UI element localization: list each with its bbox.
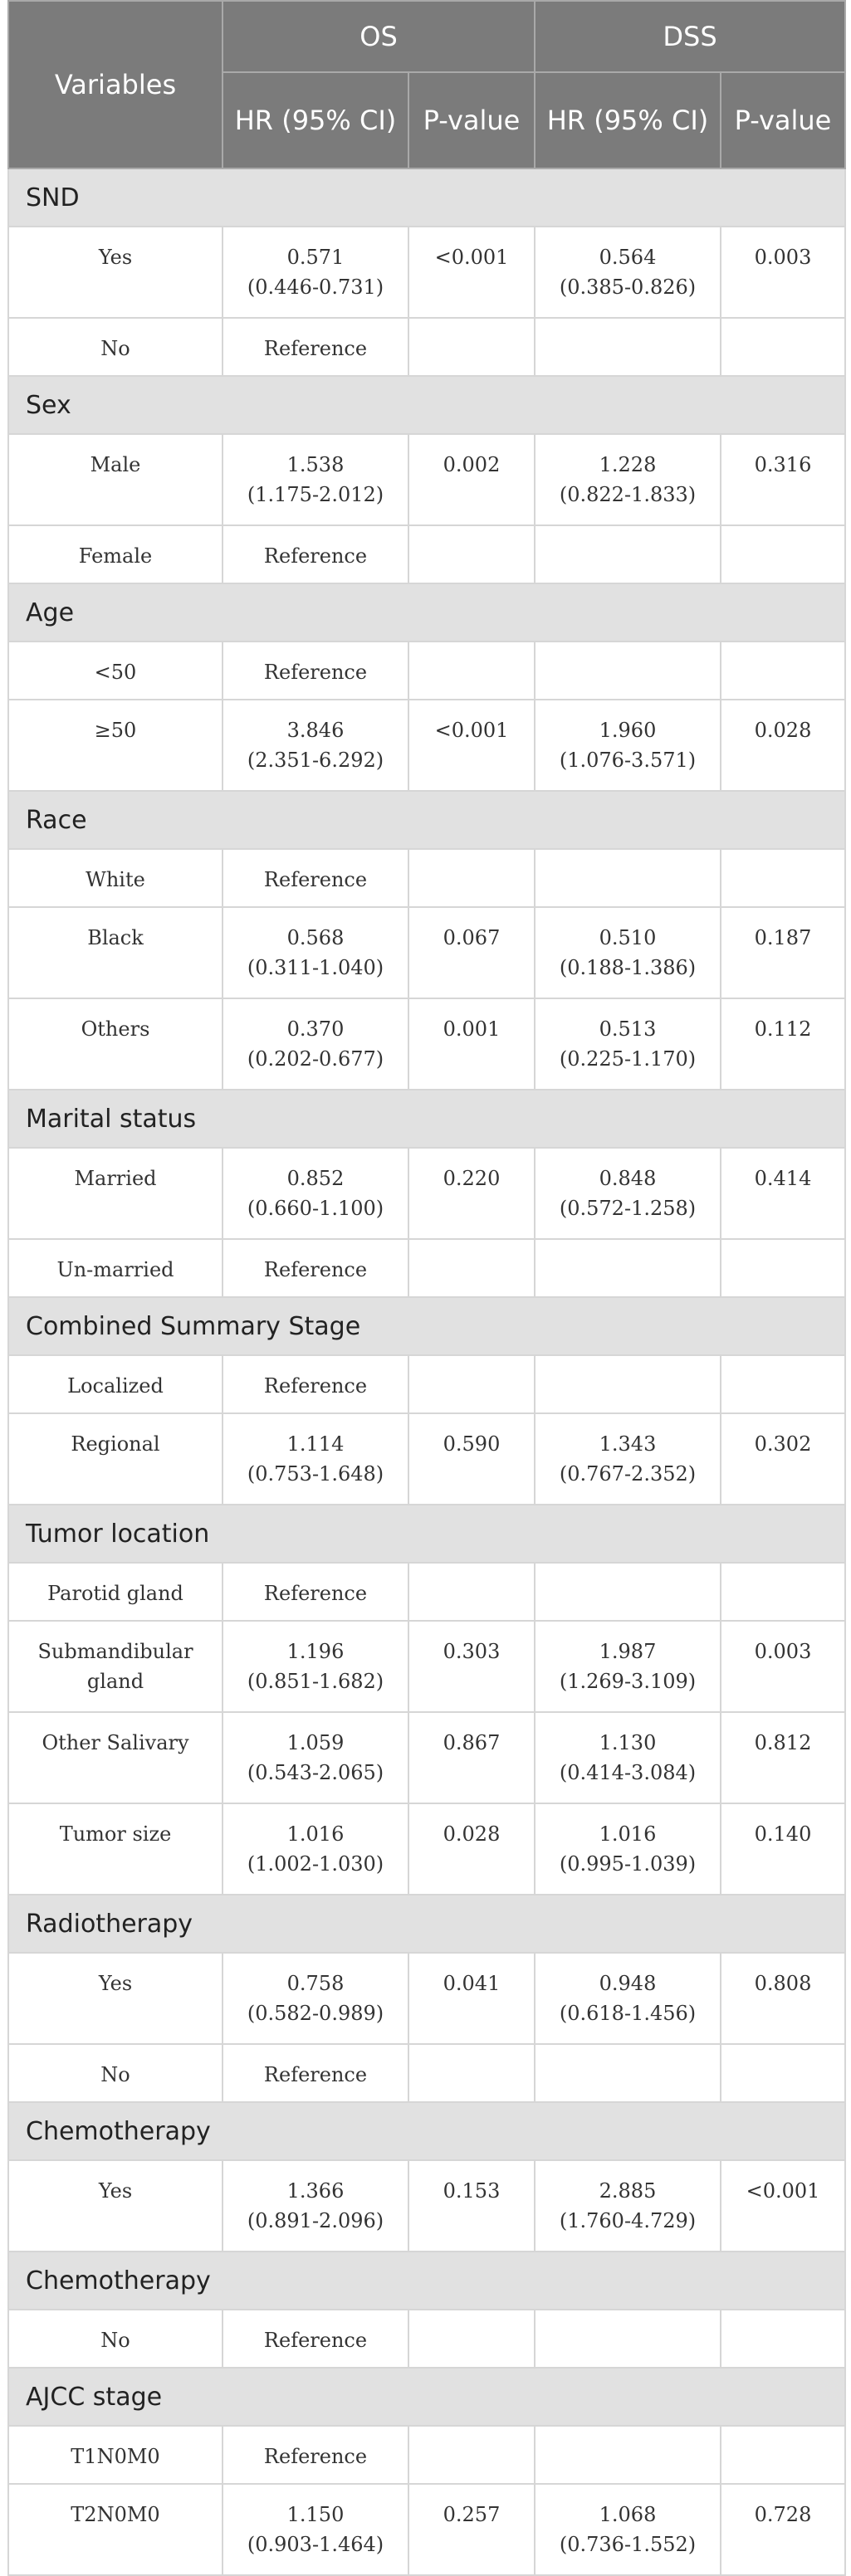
section-title: Race: [8, 791, 845, 849]
section-title: SND: [8, 168, 845, 227]
dss-hr-cell: [535, 1148, 721, 1239]
dss-hr-cell: [535, 700, 721, 791]
os-hr-cell: [223, 2484, 408, 2575]
os-hr-cell: [223, 1355, 408, 1413]
row-label: Localized: [8, 1355, 223, 1413]
os-hr-value: Reference: [263, 868, 368, 891]
dss-hr-cell: [535, 907, 721, 998]
dss-ci-value: (0.995-1.039): [559, 1852, 697, 1876]
row-label: Male: [8, 434, 223, 525]
os-hr-value: 1.150: [286, 2503, 345, 2526]
dss-pvalue-cell: 0.808: [721, 1953, 845, 2044]
dss-hr-value: 1.228: [599, 453, 657, 476]
os-hr-value: Reference: [263, 2063, 368, 2086]
table-row: [8, 1355, 845, 1413]
section-row: [8, 583, 845, 642]
dss-pvalue-cell: 0.003: [721, 227, 845, 318]
os-pvalue-cell: 0.153: [408, 2160, 535, 2252]
row-label: Married: [8, 1148, 223, 1239]
dss-hr-cell: [535, 998, 721, 1090]
dss-pvalue-cell: 0.003: [721, 1621, 845, 1712]
section-row: [8, 1090, 845, 1148]
table-row: [8, 2160, 845, 2252]
os-hr-value: 1.538: [286, 453, 345, 476]
dss-ci-value: (0.414-3.084): [559, 1761, 697, 1784]
table-row: [8, 1803, 845, 1895]
dss-pvalue-cell: [721, 318, 845, 376]
table-row: [8, 2310, 845, 2368]
os-pvalue-cell: [408, 642, 535, 700]
section-title: Combined Summary Stage: [8, 1297, 845, 1355]
os-hr-cell: [223, 907, 408, 998]
row-label: <50: [8, 642, 223, 700]
dss-pvalue-cell: 0.302: [721, 1413, 845, 1505]
table-row: [8, 642, 845, 700]
table-row: [8, 1621, 845, 1712]
dss-pvalue-cell: [721, 2426, 845, 2484]
dss-hr-value: 1.130: [599, 1731, 657, 1754]
table-row: [8, 525, 845, 583]
dss-hr-value: 1.016: [599, 1822, 657, 1846]
os-hr-cell: [223, 2426, 408, 2484]
os-pvalue-cell: [408, 318, 535, 376]
table-body: [8, 168, 845, 2575]
section-row: [8, 376, 845, 434]
os-hr-value: 1.016: [286, 1822, 345, 1846]
os-hr-value: 0.852: [286, 1167, 345, 1190]
header-dss: DSS: [535, 1, 845, 72]
os-hr-cell: [223, 1563, 408, 1621]
os-ci-value: (0.311-1.040): [247, 956, 384, 979]
dss-hr-cell: [535, 642, 721, 700]
os-pvalue-cell: 0.001: [408, 998, 535, 1090]
row-label: No: [8, 2044, 223, 2102]
row-label: No: [8, 318, 223, 376]
dss-pvalue-cell: 0.812: [721, 1712, 845, 1803]
dss-pvalue-cell: [721, 2044, 845, 2102]
os-hr-cell: [223, 849, 408, 907]
dss-hr-cell: [535, 434, 721, 525]
table-row: [8, 998, 845, 1090]
os-pvalue-cell: [408, 1239, 535, 1297]
table-row: [8, 2484, 845, 2575]
section-row: [8, 2102, 845, 2160]
os-hr-cell: [223, 642, 408, 700]
table-row: [8, 1413, 845, 1505]
os-pvalue-cell: [408, 2426, 535, 2484]
os-ci-value: (0.891-2.096): [247, 2209, 384, 2232]
dss-pvalue-cell: [721, 849, 845, 907]
dss-ci-value: (0.822-1.833): [559, 483, 697, 506]
os-hr-value: 1.366: [286, 2179, 345, 2203]
dss-ci-value: (0.188-1.386): [559, 956, 697, 979]
dss-pvalue-cell: 0.112: [721, 998, 845, 1090]
os-hr-value: 1.114: [286, 1432, 345, 1456]
os-hr-cell: [223, 1413, 408, 1505]
table-header: [8, 1, 845, 168]
dss-ci-value: (0.767-2.352): [559, 1462, 697, 1486]
os-hr-value: Reference: [263, 1374, 368, 1398]
os-pvalue-cell: [408, 2044, 535, 2102]
row-label: ≥50: [8, 700, 223, 791]
table-row: [8, 1563, 845, 1621]
header-os: OS: [223, 1, 535, 72]
row-label: Yes: [8, 227, 223, 318]
os-hr-value: Reference: [263, 2445, 368, 2468]
dss-hr-cell: [535, 1239, 721, 1297]
os-hr-cell: [223, 318, 408, 376]
os-ci-value: (2.351-6.292): [247, 749, 384, 772]
section-row: [8, 1505, 845, 1563]
dss-ci-value: (1.269-3.109): [559, 1670, 697, 1693]
dss-hr-cell: [535, 1953, 721, 2044]
section-title: Chemotherapy: [8, 2252, 845, 2310]
dss-ci-value: (1.760-4.729): [559, 2209, 697, 2232]
row-label: Un-married: [8, 1239, 223, 1297]
row-label: Female: [8, 525, 223, 583]
dss-ci-value: (1.076-3.571): [559, 749, 697, 772]
os-hr-cell: [223, 700, 408, 791]
dss-pvalue-cell: 0.187: [721, 907, 845, 998]
os-ci-value: (0.582-0.989): [247, 2002, 384, 2025]
os-hr-cell: [223, 2310, 408, 2368]
section-title: AJCC stage: [8, 2368, 845, 2426]
dss-ci-value: (0.572-1.258): [559, 1197, 697, 1220]
dss-hr-cell: [535, 1803, 721, 1895]
dss-hr-cell: [535, 1355, 721, 1413]
dss-hr-value: 1.068: [599, 2503, 657, 2526]
os-ci-value: (0.851-1.682): [247, 1670, 384, 1693]
dss-hr-value: 0.848: [599, 1167, 657, 1190]
dss-ci-value: (0.618-1.456): [559, 2002, 697, 2025]
row-label: Regional: [8, 1413, 223, 1505]
table-row: [8, 227, 845, 318]
os-hr-value: Reference: [263, 661, 368, 684]
os-hr-value: 1.059: [286, 1731, 345, 1754]
row-label: Submandibular gland: [8, 1621, 223, 1712]
section-row: [8, 1895, 845, 1953]
dss-hr-cell: [535, 2310, 721, 2368]
row-label: No: [8, 2310, 223, 2368]
os-pvalue-cell: [408, 1563, 535, 1621]
dss-hr-cell: [535, 227, 721, 318]
table-row: [8, 700, 845, 791]
os-hr-cell: [223, 434, 408, 525]
os-hr-cell: [223, 1803, 408, 1895]
table-row: [8, 2044, 845, 2102]
os-hr-cell: [223, 1148, 408, 1239]
os-pvalue-cell: [408, 525, 535, 583]
os-hr-cell: [223, 2044, 408, 2102]
dss-hr-cell: [535, 1563, 721, 1621]
os-hr-value: Reference: [263, 544, 368, 568]
row-label: Tumor size: [8, 1803, 223, 1895]
os-hr-value: Reference: [263, 2329, 368, 2352]
section-title: Sex: [8, 376, 845, 434]
dss-hr-value: 0.948: [599, 1972, 657, 1995]
os-hr-cell: [223, 227, 408, 318]
dss-hr-cell: [535, 1413, 721, 1505]
os-hr-cell: [223, 1239, 408, 1297]
row-label: Parotid gland: [8, 1563, 223, 1621]
os-pvalue-cell: 0.867: [408, 1712, 535, 1803]
dss-ci-value: (0.225-1.170): [559, 1047, 697, 1071]
dss-hr-value: 0.513: [599, 1017, 657, 1041]
os-ci-value: (0.660-1.100): [247, 1197, 384, 1220]
header-os-pvalue: P-value: [408, 72, 535, 168]
dss-pvalue-cell: 0.140: [721, 1803, 845, 1895]
os-pvalue-cell: [408, 849, 535, 907]
os-pvalue-cell: 0.067: [408, 907, 535, 998]
dss-hr-cell: [535, 1621, 721, 1712]
header-dss-pvalue: P-value: [721, 72, 845, 168]
dss-hr-cell: [535, 318, 721, 376]
header-dss-hr: HR (95% CI): [535, 72, 721, 168]
row-label: Yes: [8, 2160, 223, 2252]
section-row: [8, 168, 845, 227]
dss-pvalue-cell: <0.001: [721, 2160, 845, 2252]
os-pvalue-cell: <0.001: [408, 227, 535, 318]
os-pvalue-cell: 0.041: [408, 1953, 535, 2044]
section-title: Age: [8, 583, 845, 642]
dss-hr-cell: [535, 2044, 721, 2102]
dss-pvalue-cell: [721, 1355, 845, 1413]
row-label: Other Salivary: [8, 1712, 223, 1803]
section-row: [8, 2252, 845, 2310]
dss-hr-value: 0.564: [599, 246, 657, 269]
os-ci-value: (1.002-1.030): [247, 1852, 384, 1876]
dss-pvalue-cell: 0.028: [721, 700, 845, 791]
os-pvalue-cell: 0.220: [408, 1148, 535, 1239]
row-label: Black: [8, 907, 223, 998]
dss-ci-value: (0.736-1.552): [559, 2533, 697, 2556]
os-hr-value: Reference: [263, 1258, 368, 1281]
table-row: [8, 1712, 845, 1803]
table-row: [8, 1148, 845, 1239]
os-pvalue-cell: 0.002: [408, 434, 535, 525]
dss-pvalue-cell: 0.414: [721, 1148, 845, 1239]
section-row: [8, 1297, 845, 1355]
os-pvalue-cell: 0.028: [408, 1803, 535, 1895]
row-label: White: [8, 849, 223, 907]
os-pvalue-cell: <0.001: [408, 700, 535, 791]
dss-pvalue-cell: [721, 642, 845, 700]
dss-pvalue-cell: 0.728: [721, 2484, 845, 2575]
dss-hr-value: 0.510: [599, 926, 657, 949]
header-variables: Variables: [8, 1, 223, 168]
row-label: T2N0M0: [8, 2484, 223, 2575]
table-row: [8, 434, 845, 525]
dss-pvalue-cell: [721, 1563, 845, 1621]
dss-pvalue-cell: 0.316: [721, 434, 845, 525]
dss-pvalue-cell: [721, 2310, 845, 2368]
dss-hr-value: 1.960: [599, 719, 657, 742]
os-hr-cell: [223, 525, 408, 583]
os-hr-cell: [223, 998, 408, 1090]
dss-ci-value: (0.385-0.826): [559, 276, 697, 299]
dss-hr-cell: [535, 849, 721, 907]
dss-pvalue-cell: [721, 525, 845, 583]
os-pvalue-cell: 0.590: [408, 1413, 535, 1505]
dss-hr-value: 1.343: [599, 1432, 657, 1456]
section-title: Marital status: [8, 1090, 845, 1148]
table-row: [8, 907, 845, 998]
row-label: Others: [8, 998, 223, 1090]
os-hr-value: 0.568: [286, 926, 345, 949]
section-title: Tumor location: [8, 1505, 845, 1563]
os-hr-value: 1.196: [286, 1640, 345, 1663]
dss-hr-value: 1.987: [599, 1640, 657, 1663]
os-pvalue-cell: [408, 2310, 535, 2368]
os-hr-value: Reference: [263, 1582, 368, 1605]
os-pvalue-cell: 0.303: [408, 1621, 535, 1712]
header-os-hr: HR (95% CI): [223, 72, 408, 168]
table-row: [8, 1953, 845, 2044]
dss-hr-cell: [535, 2426, 721, 2484]
dss-hr-cell: [535, 2484, 721, 2575]
table-row: [8, 1239, 845, 1297]
section-row: [8, 791, 845, 849]
os-ci-value: (0.202-0.677): [247, 1047, 384, 1071]
os-hr-cell: [223, 2160, 408, 2252]
os-hr-value: 3.846: [286, 719, 345, 742]
results-table: [7, 0, 846, 2576]
dss-hr-cell: [535, 2160, 721, 2252]
os-pvalue-cell: [408, 1355, 535, 1413]
table-row: [8, 318, 845, 376]
section-title: Radiotherapy: [8, 1895, 845, 1953]
os-hr-value: 0.370: [286, 1017, 345, 1041]
dss-hr-cell: [535, 525, 721, 583]
os-hr-cell: [223, 1712, 408, 1803]
section-row: [8, 2368, 845, 2426]
os-hr-value: 0.571: [286, 246, 345, 269]
table-row: [8, 2426, 845, 2484]
os-ci-value: (0.903-1.464): [247, 2533, 384, 2556]
row-label: Yes: [8, 1953, 223, 2044]
dss-hr-value: 2.885: [599, 2179, 657, 2203]
os-ci-value: (0.543-2.065): [247, 1761, 384, 1784]
os-hr-cell: [223, 1953, 408, 2044]
os-hr-value: 0.758: [286, 1972, 345, 1995]
table-row: [8, 849, 845, 907]
os-pvalue-cell: 0.257: [408, 2484, 535, 2575]
section-title: Chemotherapy: [8, 2102, 845, 2160]
os-ci-value: (0.446-0.731): [247, 276, 384, 299]
os-hr-cell: [223, 1621, 408, 1712]
os-ci-value: (1.175-2.012): [247, 483, 384, 506]
os-ci-value: (0.753-1.648): [247, 1462, 384, 1486]
row-label: T1N0M0: [8, 2426, 223, 2484]
dss-hr-cell: [535, 1712, 721, 1803]
dss-pvalue-cell: [721, 1239, 845, 1297]
os-hr-value: Reference: [263, 337, 368, 360]
